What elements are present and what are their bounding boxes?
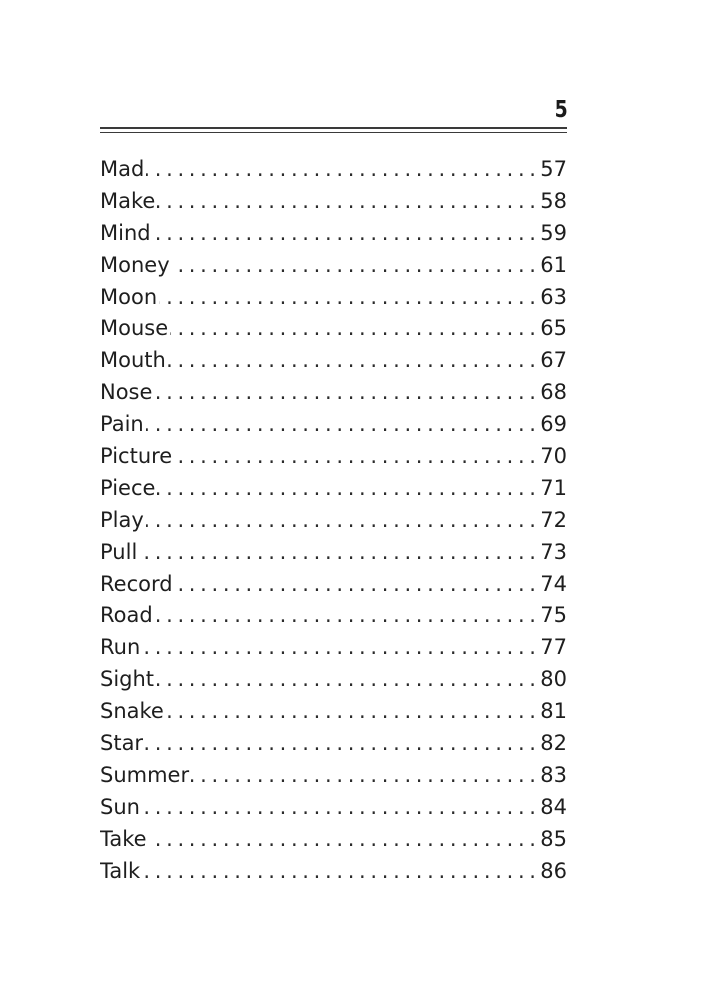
dot-leader	[175, 569, 535, 601]
toc-entry[interactable]	[100, 473, 567, 505]
toc-entry[interactable]	[100, 441, 567, 473]
toc-entry-title: Snake	[100, 699, 164, 724]
toc-entry-page: 84	[540, 794, 567, 819]
toc-entry[interactable]	[100, 537, 567, 569]
toc-entry-page: 77	[540, 635, 567, 660]
toc-entry-title: Picture	[100, 444, 173, 469]
toc-entry-page: 63	[540, 284, 567, 309]
toc-entry-title: Talk	[100, 858, 141, 883]
toc-entry-title: Summer	[100, 762, 190, 787]
toc-entry-title: Moon	[100, 284, 158, 309]
toc-entry[interactable]	[100, 632, 567, 664]
toc-entry-page: 85	[540, 826, 567, 851]
dot-leader	[145, 728, 535, 760]
toc-entry[interactable]	[100, 824, 567, 856]
table-of-contents	[100, 154, 567, 887]
toc-entry-page: 57	[540, 157, 567, 181]
toc-entry-page: 74	[540, 571, 567, 596]
toc-entry[interactable]	[100, 313, 567, 345]
toc-entry[interactable]	[100, 696, 567, 728]
toc-entry-title: Mad	[100, 157, 145, 181]
toc-entry[interactable]	[100, 345, 567, 377]
toc-entry-title: Play	[100, 507, 144, 532]
dot-leader	[153, 218, 535, 250]
toc-entry[interactable]	[100, 760, 567, 792]
toc-entry-title: Star	[100, 731, 144, 756]
toc-entry-title: Piece	[100, 475, 156, 500]
toc-entry-title: Make	[100, 188, 156, 213]
dot-leader	[157, 186, 535, 218]
toc-entry-title: Mouth	[100, 348, 166, 373]
toc-entry[interactable]	[100, 186, 567, 218]
dot-leader	[170, 313, 535, 345]
header-rule-thin	[100, 132, 567, 133]
toc-entry[interactable]	[100, 505, 567, 537]
toc-entry-page: 70	[540, 444, 567, 469]
toc-entry-page: 67	[540, 348, 567, 373]
toc-entry-page: 82	[540, 731, 567, 756]
toc-entry-title: Nose	[100, 380, 153, 405]
dot-leader	[156, 664, 535, 696]
toc-entry-page: 65	[540, 316, 567, 341]
toc-entry-page: 69	[540, 412, 567, 437]
dot-leader	[166, 696, 535, 728]
toc-entry-page: 72	[540, 507, 567, 532]
toc-entry-page: 86	[540, 858, 567, 883]
toc-entry-title: Sight	[100, 667, 155, 692]
toc-entry-title: Pull	[100, 539, 138, 564]
toc-entry-page: 61	[540, 252, 567, 277]
toc-entry-title: Pain	[100, 412, 144, 437]
dot-leader	[142, 632, 535, 664]
toc-entry-page: 58	[540, 188, 567, 213]
toc-entry-page: 68	[540, 380, 567, 405]
dot-leader	[142, 856, 535, 888]
toc-entry-page: 83	[540, 762, 567, 787]
header-rule	[100, 127, 567, 129]
dot-leader	[168, 345, 535, 377]
toc-entry[interactable]	[100, 792, 567, 824]
toc-entry-page: 59	[540, 220, 567, 245]
toc-entry[interactable]	[100, 728, 567, 760]
toc-entry[interactable]	[100, 154, 567, 186]
dot-leader	[142, 792, 535, 824]
toc-entry-title: Mouse	[100, 316, 169, 341]
toc-entry-page: 81	[540, 699, 567, 724]
toc-entry[interactable]	[100, 218, 567, 250]
toc-entry[interactable]	[100, 569, 567, 601]
toc-entry[interactable]	[100, 664, 567, 696]
dot-leader	[146, 505, 535, 537]
toc-entry[interactable]	[100, 250, 567, 282]
dot-leader	[174, 441, 535, 473]
toc-entry[interactable]	[100, 409, 567, 441]
toc-entry-title: Sun	[100, 794, 140, 819]
dot-leader	[172, 250, 535, 282]
toc-entry-title: Mind	[100, 220, 151, 245]
dot-leader	[146, 154, 535, 186]
dot-leader	[149, 824, 535, 856]
dot-leader	[191, 760, 535, 792]
dot-leader	[154, 377, 535, 409]
toc-entry-title: Record	[100, 571, 173, 596]
dot-leader	[159, 282, 535, 314]
page-number: 5	[554, 97, 567, 123]
toc-entry-page: 75	[540, 603, 567, 628]
dot-leader	[139, 537, 535, 569]
toc-entry-title: Road	[100, 603, 153, 628]
toc-entry[interactable]	[100, 282, 567, 314]
toc-entry-title: Money	[100, 252, 170, 277]
dot-leader	[157, 473, 535, 505]
dot-leader	[155, 600, 535, 632]
toc-entry-title: Take	[100, 826, 147, 851]
toc-entry-page: 80	[540, 667, 567, 692]
toc-entry-page: 71	[540, 475, 567, 500]
toc-entry-page: 73	[540, 539, 567, 564]
toc-entry[interactable]	[100, 600, 567, 632]
toc-entry[interactable]	[100, 377, 567, 409]
toc-entry[interactable]	[100, 856, 567, 888]
dot-leader	[146, 409, 535, 441]
toc-entry-title: Run	[100, 635, 141, 660]
